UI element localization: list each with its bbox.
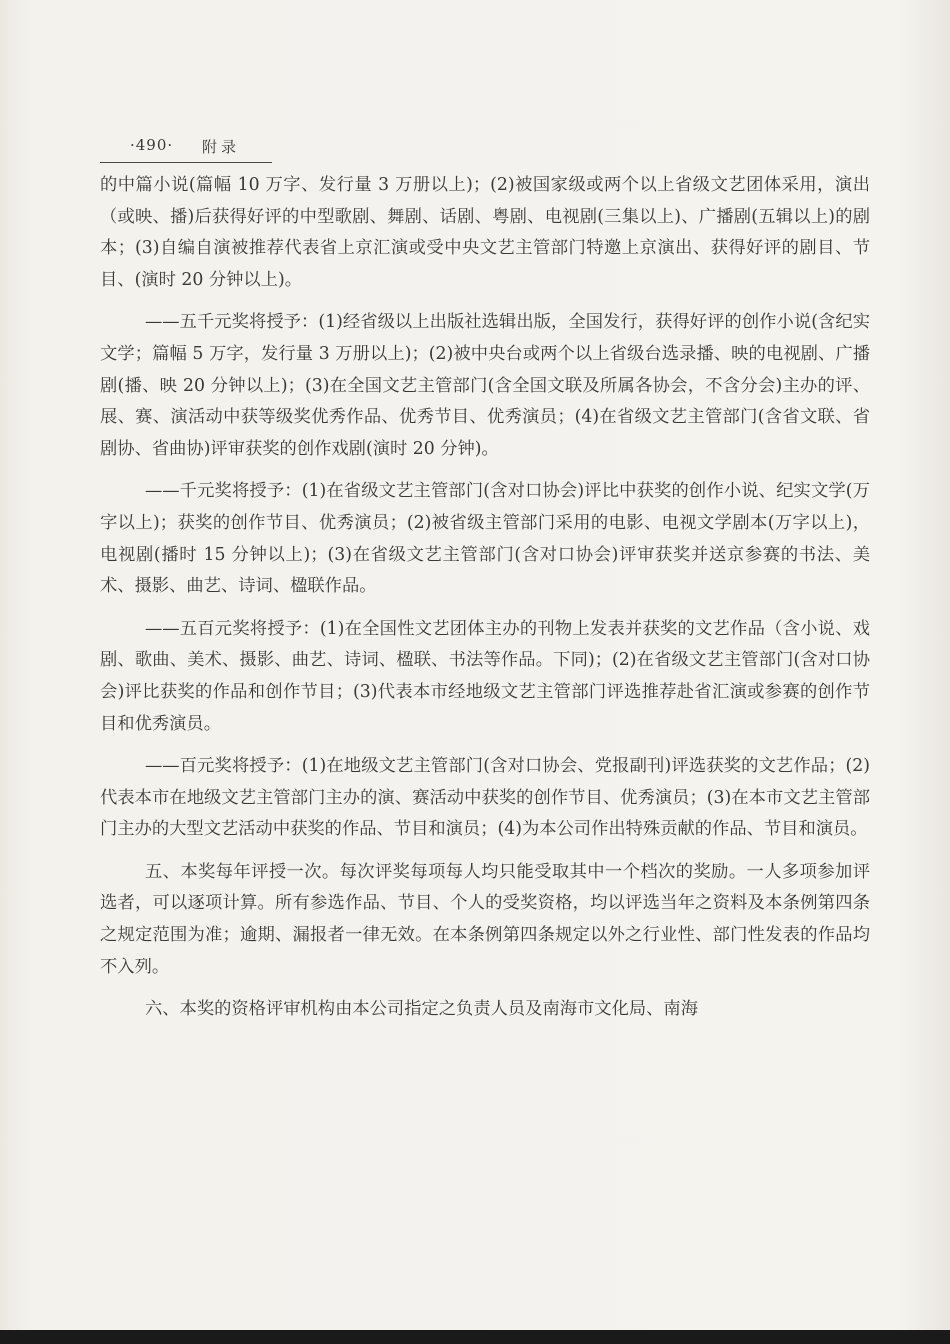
body-text xyxy=(100,170,870,1037)
paragraph-article-6: 六、本奖的资格评审机构由本公司指定之负责人员及南海市文化局、南海 xyxy=(144,999,698,1020)
scan-edge xyxy=(0,1330,950,1344)
section-title: 附录 xyxy=(202,138,241,156)
running-header xyxy=(100,134,272,163)
paragraph-500-award: ——五百元奖将授予：(1)在全国性文艺团体主办的刊物上发表并获奖的文艺作品（含小说、戏剧、歌曲、美术、摄影、曲艺、诗词、楹联、书法等作品。下同)；(2)在省级文艺主管部门(含对口协会)评比获奖的作品和创作节目；(3)代表本市经地级文艺主管部门评选推荐赴省汇演或参赛的创作节目和优秀演员。 xyxy=(100,618,870,734)
paragraph-5000-award: ——五千元奖将授予：(1)经省级以上出版社选辑出版，全国发行，获得好评的创作小说(含纪实文学；篇幅 5 万字，发行量 3 万册以上)；(2)被中央台或两个以上省级台选录播、映的电视剧、广播剧(播、映 20 分钟以上)；(3)在全国文艺主管部门(含全国文联及所属各协会，不含分会)主办的评、展、赛、演活动中获等级奖优秀作品、优秀节目、优秀演员；(4)在省级文艺主管部门(含省文联、省剧协、省曲协)评审获奖的创作戏剧(演时 20 分钟)。 xyxy=(100,312,870,459)
page-number: ·490· xyxy=(130,136,174,154)
paragraph-continuation: 的中篇小说(篇幅 10 万字、发行量 3 万册以上)；(2)被国家级或两个以上省级文艺团体采用，演出（或映、播)后获得好评的中型歌剧、舞剧、话剧、粤剧、电视剧(三集以上)、广播剧(五辑以上)的剧本；(3)自编自演被推荐代表省上京汇演或受中央文艺主管部门特邀上京演出、获得好评的剧目、节目、(演时 20 分钟以上)。 xyxy=(100,175,870,290)
paragraph-100-award: ——百元奖将授予：(1)在地级文艺主管部门(含对口协会、党报副刊)评选获奖的文艺作品；(2)代表本市在地级文艺主管部门主办的演、赛活动中获奖的创作节目、优秀演员；(3)在本市文艺主管部门主办的大型文艺活动中获奖的作品、节目和演员；(4)为本公司作出特殊贡献的作品、节目和演员。 xyxy=(100,756,870,840)
paragraph-article-5: 五、本奖每年评授一次。每次评奖每项每人均只能受取其中一个档次的奖励。一人多项参加评选者，可以逐项计算。所有参选作品、节目、个人的受奖资格，均以评选当年之资料及本条例第四条之规定范围为准；逾期、漏报者一律无效。在本条例第四条规定以外之行业性、部门性发表的作品均不入列。 xyxy=(100,861,870,977)
paragraph-1000-award: ——千元奖将授予：(1)在省级文艺主管部门(含对口协会)评比中获奖的创作小说、纪实文学(万字以上)；获奖的创作节目、优秀演员；(2)被省级主管部门采用的电影、电视文学剧本(万字以上)，电视剧(播时 15 分钟以上)；(3)在省级文艺主管部门(含对口协会)评审获奖并送京参赛的书法、美术、摄影、曲艺、诗词、楹联作品。 xyxy=(100,481,870,597)
